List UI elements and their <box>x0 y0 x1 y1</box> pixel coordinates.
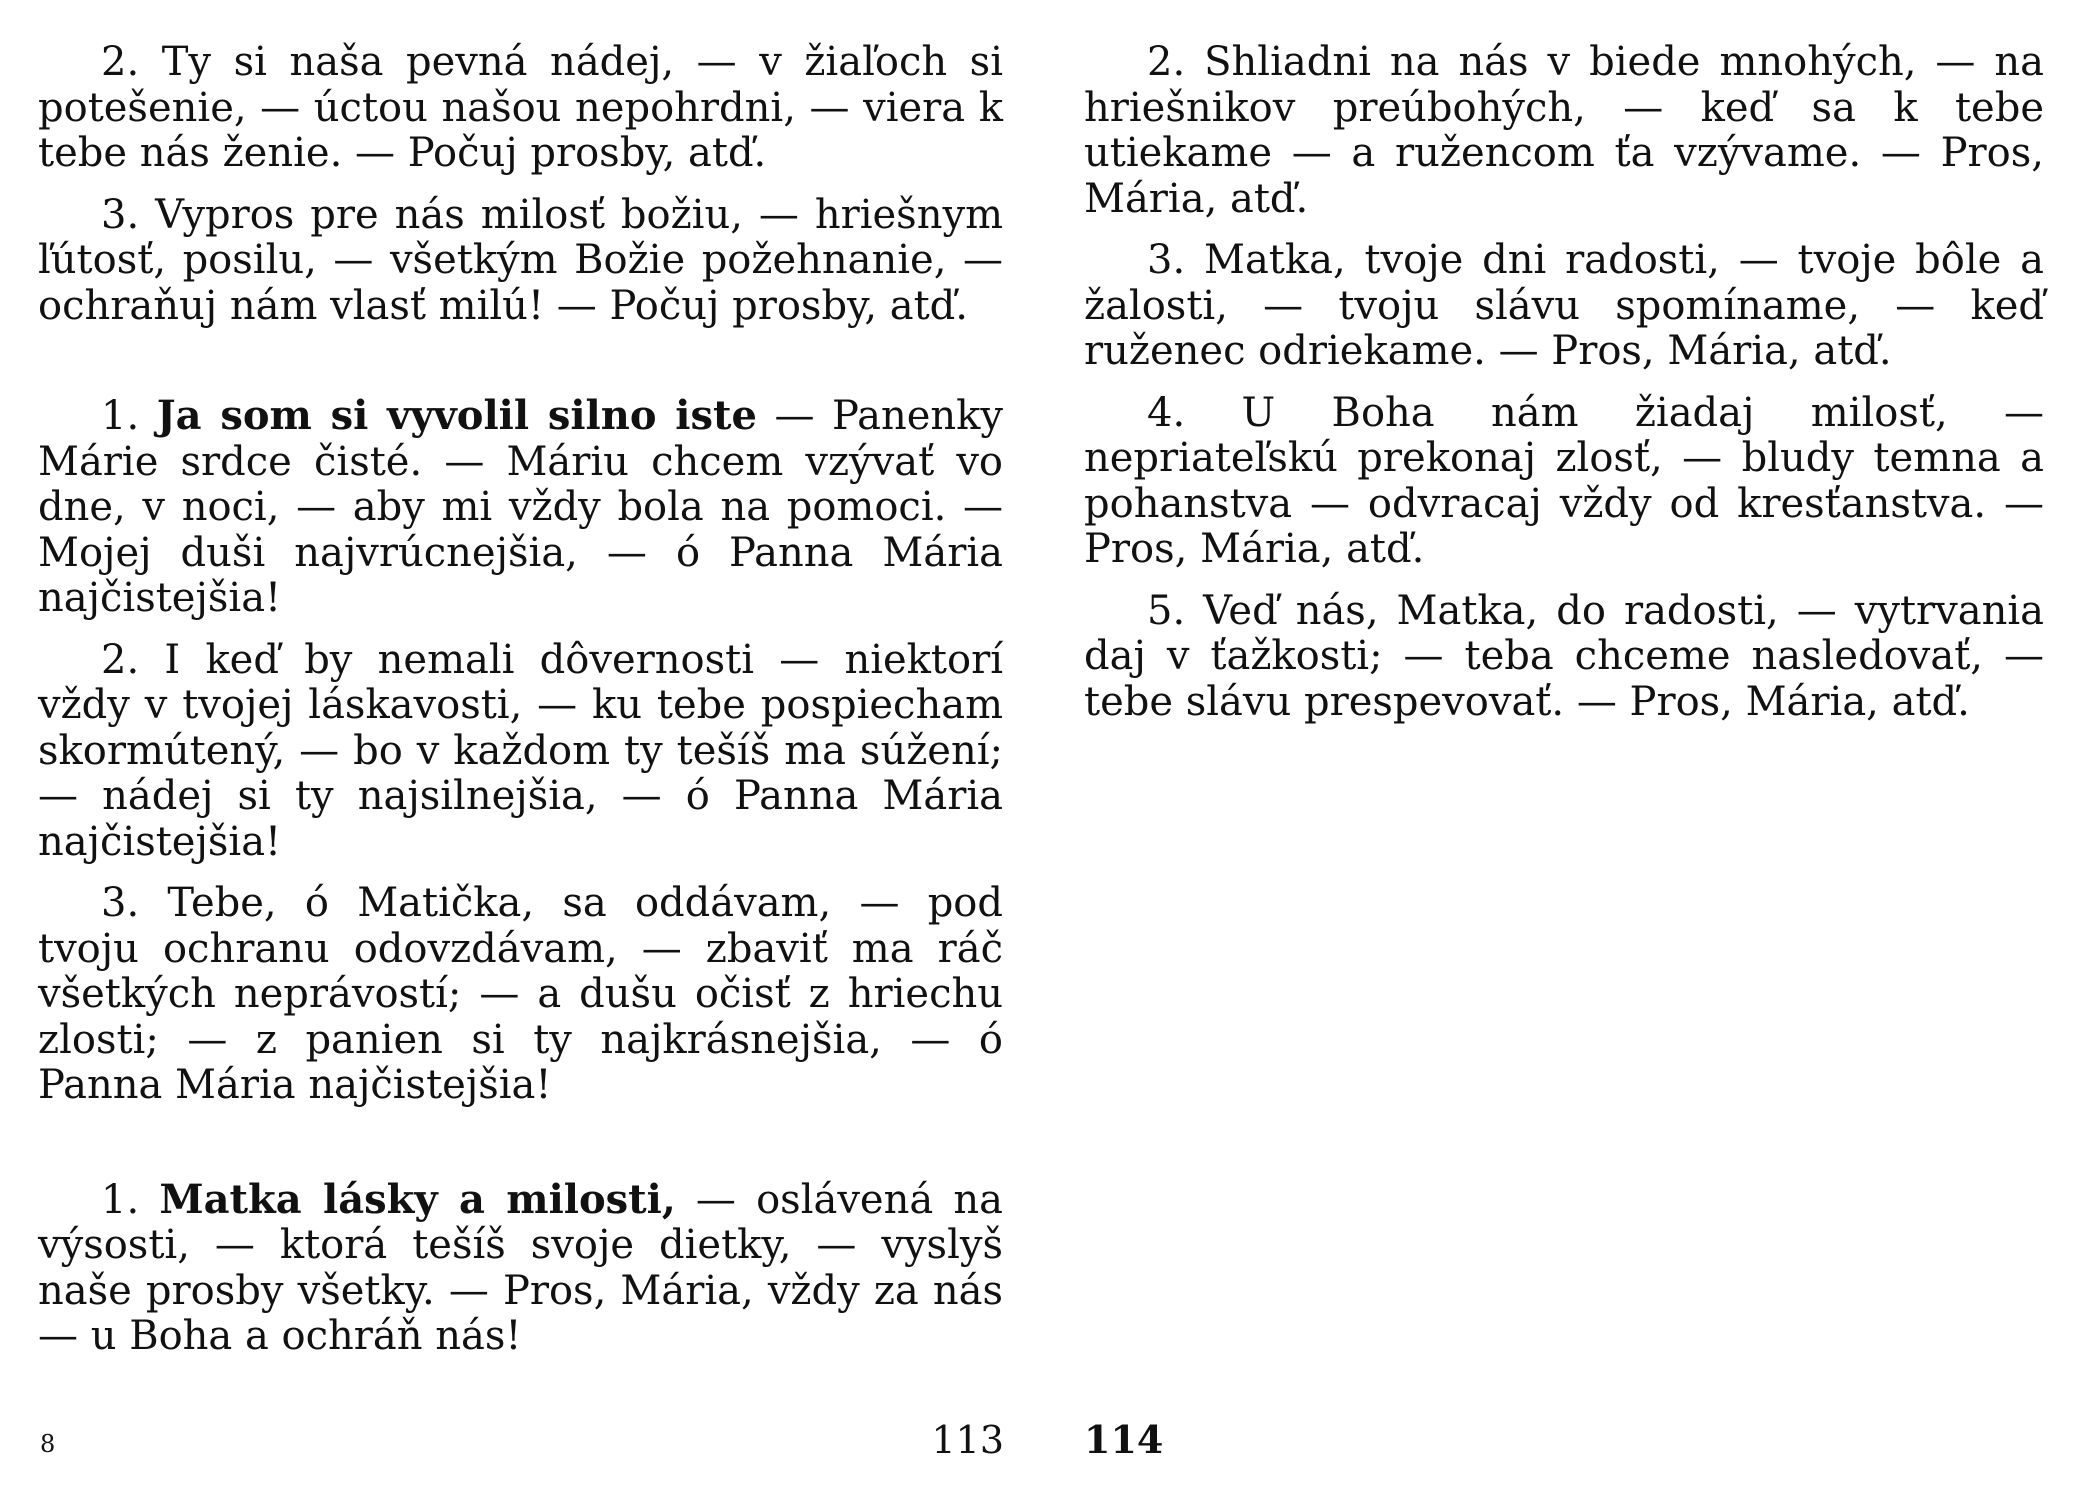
verse-3-tebe-o-maticka: 3. Tebe, ó Matička, sa oddávam, — pod tvoju ochranu odovzdávam, — zbaviť ma ráč všetkých neprávostí; — a dušu očisť z hriechu zlosti; — z panien si ty najkrásnejšia, — ó Panna Mária najčistejšia! <box>38 880 1003 1108</box>
section-gap <box>38 345 1003 393</box>
verse-1-matka-lasky <box>38 1177 1003 1360</box>
verse-3-matka-tvoje-dni: 3. Matka, tvoje dni radosti, — tvoje bôle a žalosti, — tvoju slávu spomíname, — keď ruženec odriekame. — Pros, Mária, atď. <box>1084 237 2044 374</box>
verse-5-ved-nas-matka: 5. Veď nás, Matka, do radosti, — vytrvania daj v ťažkosti; — teba chceme nasledovať, — tebe slávu prespevovať. — Pros, Mária, atď. <box>1084 587 2044 725</box>
verse-2-i-ked-by-nemali: 2. I keď by nemali dôvernosti — niektorí vždy v tvojej láskavosti, — ku tebe pospiecham skormútený, — bo v každom ty tešíš ma súžení; — nádej si ty najsilnejšia, — ó Panna Mária najčistejšia! <box>38 636 1003 865</box>
verse-number: 1. <box>101 393 157 439</box>
page-number-114: 114 <box>1084 1417 1164 1462</box>
page-number-113: 113 <box>931 1418 1004 1462</box>
verse-text: — Panenky Márie srdce čisté. — Máriu chcem vzývať vo dne, v noci, — aby mi vždy bola na pomoci. — Mojej duši najvrúcnejšia, — ó Panna Mária najčistejšia! <box>38 393 1003 621</box>
verse-1-ja-som-si-vyvolil <box>38 393 1003 622</box>
verse-text: — oslávená na výsosti, — ktorá tešíš svoje dietky, — vyslyš naše prosby všetky. — Pros, Mária, vždy za nás — u Boha a ochráň nás! <box>38 1176 1003 1359</box>
song-title-matka-lasky-a-milosti: Matka lásky a milosti, <box>159 1175 676 1223</box>
verse-2-pocuj-prosby: 2. Ty si naša pevná nádej, — v žiaľoch si potešenie, — úctou našou nepohrdni, — viera k tebe nás ženie. — Počuj prosby, atď. <box>38 39 1003 176</box>
verse-number: 1. <box>101 1176 160 1223</box>
printer-signature-mark: 8 <box>40 1430 56 1458</box>
verse-4-u-boha-nam: 4. U Boha nám žiadaj milosť, — nepriateľskú prekonaj zlosť, — bludy temna a pohanstva — odvracaj vždy od kresťanstva. — Pros, Mária, atď. <box>1084 389 2044 572</box>
verse-2-shliadni-na-nas: 2. Shliadni na nás v biede mnohých, — na hriešnikov preúbohých, — keď sa k tebe utiekame — a ružencom ťa vzývame. — Pros, Mária, atď. <box>1084 39 2044 222</box>
right-page-text-column <box>1084 40 2044 741</box>
left-page-text-column <box>38 40 1003 1376</box>
song-title-ja-som-si-vyvolil: Ja som si vyvolil silno iste <box>156 392 757 439</box>
section-gap <box>38 1125 1003 1177</box>
verse-3-pocuj-prosby: 3. Vypros pre nás milosť božiu, — hriešnym ľútosť, posilu, — všetkým Božie požehnanie, — ochraňuj nám vlasť milú! — Počuj prosby, atď. <box>38 191 1003 329</box>
right-page <box>1042 0 2084 1500</box>
